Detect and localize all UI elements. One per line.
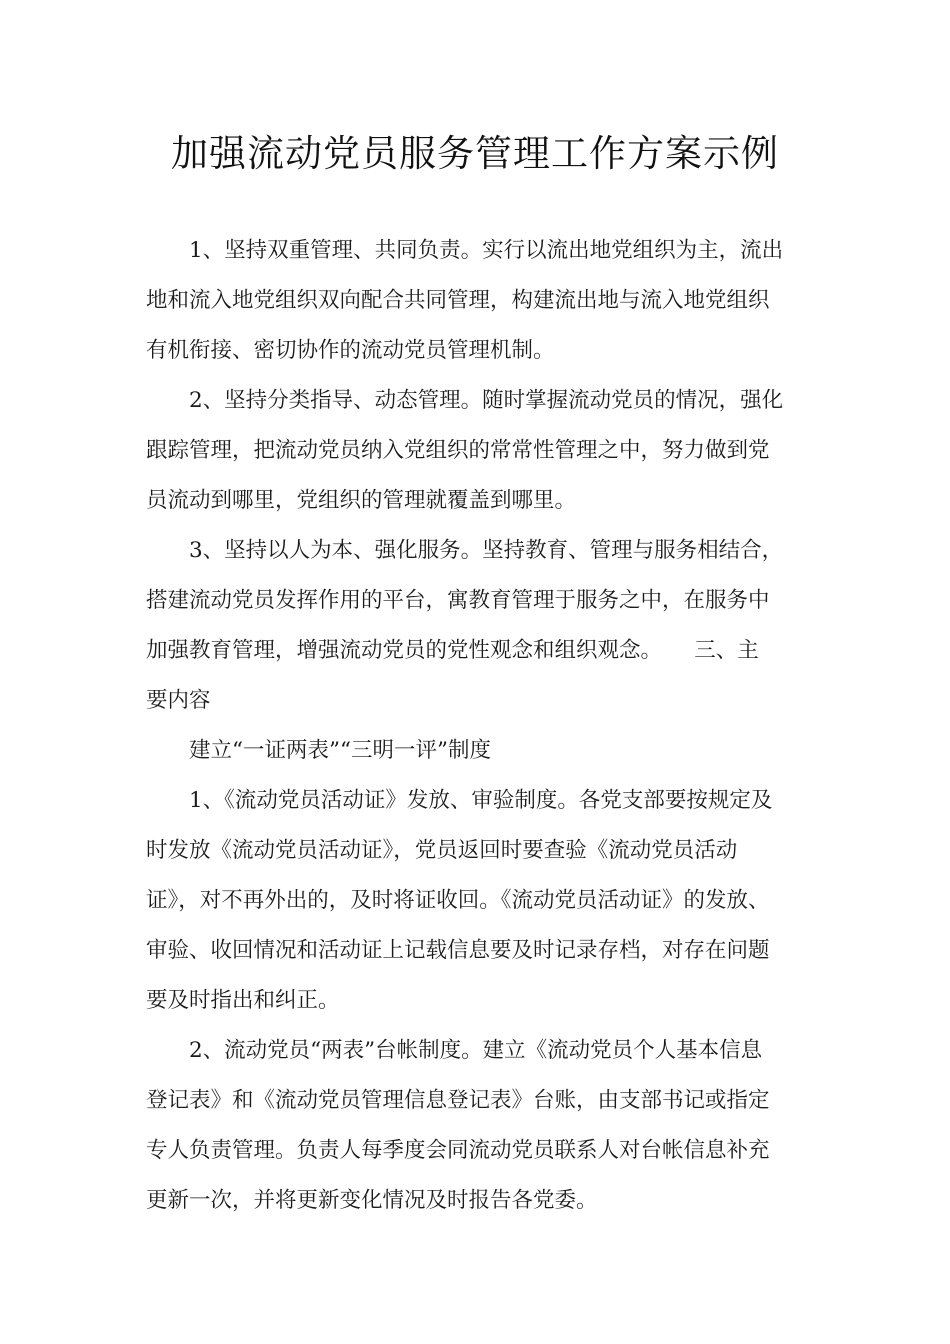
body-line: 3、坚持以人为本、强化服务。坚持教育、管理与服务相结合， (189, 538, 784, 563)
body-line: 专人负责管理。负责人每季度会同流动党员联系人对台帐信息补充 (146, 1138, 770, 1163)
body-line: 有机衔接、密切协作的流动党员管理机制。 (146, 338, 555, 363)
body-line: 1、《流动党员活动证》发放、审验制度。各党支部要按规定及 (189, 788, 773, 813)
body-line: 加强教育管理，增强流动党员的党性观念和组织观念。 三、主 (146, 638, 759, 663)
document-title: 加强流动党员服务管理工作方案示例 (171, 132, 779, 175)
body-line: 审验、收回情况和活动证上记载信息要及时记录存档，对存在问题 (146, 938, 770, 963)
body-line: 搭建流动党员发挥作用的平台，寓教育管理于服务之中，在服务中 (146, 588, 770, 613)
section-heading: 建立“一证两表”“三明一评”制度 (189, 738, 491, 763)
body-line: 更新一次，并将更新变化情况及时报告各党委。 (146, 1188, 598, 1213)
body-line: 员流动到哪里，党组织的管理就覆盖到哪里。 (146, 488, 577, 513)
body-line: 登记表》和《流动党员管理信息登记表》台账，由支部书记或指定 (146, 1088, 770, 1113)
body-line: 2、坚持分类指导、动态管理。随时掌握流动党员的情况，强化 (189, 388, 784, 413)
body-line: 要内容 (146, 688, 211, 713)
body-line: 地和流入地党组织双向配合共同管理，构建流出地与流入地党组织 (146, 288, 770, 313)
document-body (146, 226, 810, 1226)
body-line: 证》，对不再外出的，及时将证收回。《流动党员活动证》的发放、 (146, 888, 770, 913)
body-line: 2、流动党员“两表”台帐制度。建立《流动党员个人基本信息 (189, 1038, 763, 1063)
body-line: 跟踪管理，把流动党员纳入党组织的常常性管理之中，努力做到党 (146, 438, 770, 463)
body-line: 要及时指出和纠正。 (146, 988, 340, 1013)
body-line: 时发放《流动党员活动证》，党员返回时要查验《流动党员活动 (146, 838, 738, 863)
body-line: 1、坚持双重管理、共同负责。实行以流出地党组织为主，流出 (189, 238, 784, 263)
